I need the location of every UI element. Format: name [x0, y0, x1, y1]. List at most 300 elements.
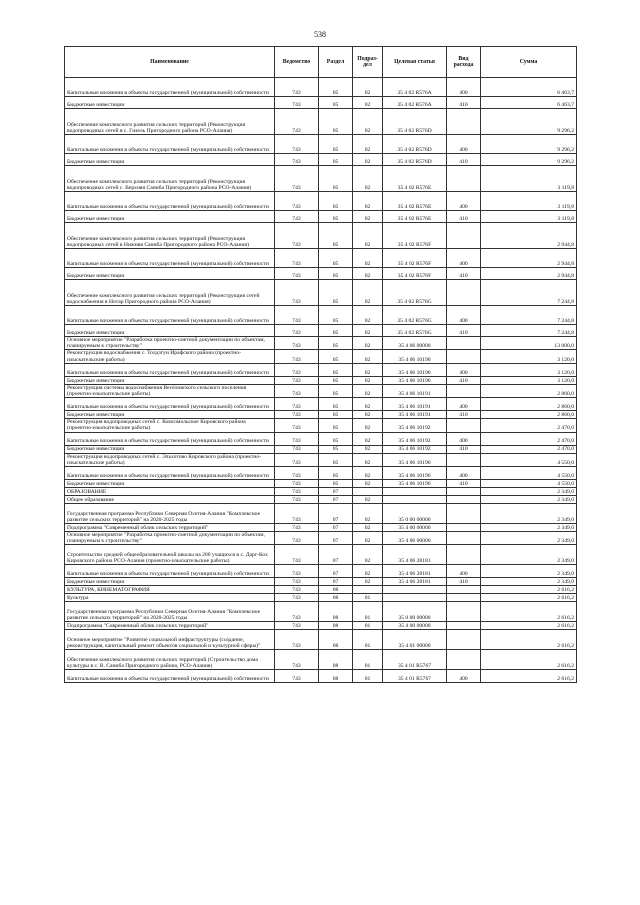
cell-department: 743	[275, 411, 319, 419]
cell-section: 05	[319, 166, 353, 192]
cell-name: Бюджетные инвестиции	[65, 578, 275, 586]
table-row	[65, 384, 577, 397]
cell-name: Бюджетные инвестиции	[65, 411, 275, 419]
table-row	[65, 376, 577, 384]
cell-name: Капитальные вложения в объекты государственной (муниципальной) собственности	[65, 670, 275, 683]
cell-subsection	[353, 586, 383, 594]
cell-section: 05	[319, 376, 353, 384]
cell-section: 08	[319, 594, 353, 602]
cell-amount: 2 349,0	[481, 496, 577, 504]
cell-department: 743	[275, 622, 319, 630]
cell-expense-type	[447, 419, 481, 432]
cell-name: Реконструкция системы водоснабжения Весёловского сельского поселения (проектно-изыскательские работы)	[65, 384, 275, 397]
cell-target-article: 35 4 06 10190	[383, 350, 447, 363]
table-row	[65, 630, 577, 650]
cell-subsection: 02	[353, 532, 383, 545]
cell-expense-type	[447, 337, 481, 350]
cell-subsection: 02	[353, 504, 383, 524]
cell-subsection: 02	[353, 565, 383, 578]
cell-subsection: 02	[353, 97, 383, 109]
cell-amount: 2 944,8	[481, 223, 577, 249]
cell-subsection: 02	[353, 325, 383, 337]
cell-amount: 6 463,7	[481, 78, 577, 97]
cell-department: 743	[275, 602, 319, 622]
cell-target-article: 35 4 02 R576E	[383, 166, 447, 192]
cell-department: 743	[275, 496, 319, 504]
cell-expense-type	[447, 453, 481, 466]
table-row	[65, 504, 577, 524]
cell-expense-type: 400	[447, 670, 481, 683]
table-row	[65, 432, 577, 445]
cell-expense-type	[447, 496, 481, 504]
cell-department: 743	[275, 650, 319, 670]
cell-section: 07	[319, 488, 353, 496]
table-row	[65, 78, 577, 97]
cell-expense-type	[447, 532, 481, 545]
cell-amount: 2 616,2	[481, 650, 577, 670]
cell-amount: 4 550,0	[481, 480, 577, 488]
cell-name: Реконструкция водопроводных сетей с. Комсомольское Кировского района (проектно-изыскательские работы)	[65, 419, 275, 432]
cell-target-article: 35 4 02 R576A	[383, 78, 447, 97]
cell-section: 05	[319, 268, 353, 280]
cell-name: Капитальные вложения в объекты государственной (муниципальной) собственности	[65, 432, 275, 445]
cell-expense-type	[447, 602, 481, 622]
cell-section: 05	[319, 211, 353, 223]
cell-amount: 4 550,0	[481, 467, 577, 480]
cell-name: Общее образование	[65, 496, 275, 504]
cell-target-article: 35 4 02 R576A	[383, 97, 447, 109]
cell-amount: 3 119,8	[481, 192, 577, 211]
cell-section: 05	[319, 306, 353, 325]
cell-amount: 2 349,0	[481, 532, 577, 545]
cell-amount: 3 119,8	[481, 166, 577, 192]
cell-name: Капитальные вложения в объекты государственной (муниципальной) собственности	[65, 306, 275, 325]
cell-amount: 2 944,8	[481, 249, 577, 268]
table-row	[65, 578, 577, 586]
cell-name: Бюджетные инвестиции	[65, 211, 275, 223]
cell-expense-type: 410	[447, 97, 481, 109]
cell-subsection: 02	[353, 480, 383, 488]
cell-amount: 13 000,0	[481, 337, 577, 350]
cell-target-article: 35 4 01 R5767	[383, 670, 447, 683]
cell-expense-type	[447, 488, 481, 496]
cell-name: Капитальные вложения в объекты государственной (муниципальной) собственности	[65, 192, 275, 211]
table-row	[65, 445, 577, 453]
cell-department: 743	[275, 586, 319, 594]
cell-name: Бюджетные инвестиции	[65, 325, 275, 337]
table-row	[65, 480, 577, 488]
cell-section: 07	[319, 524, 353, 532]
cell-section: 05	[319, 325, 353, 337]
cell-department: 743	[275, 97, 319, 109]
cell-target-article: 35 4 06 10191	[383, 411, 447, 419]
cell-amount: 3 120,0	[481, 350, 577, 363]
cell-amount: 2 349,0	[481, 524, 577, 532]
cell-department: 743	[275, 594, 319, 602]
cell-amount: 2 616,2	[481, 622, 577, 630]
cell-target-article: 35 4 06 10192	[383, 419, 447, 432]
cell-name: Основное мероприятие "Разработка проектно-сметной документации по объектам, планируемым к строительству"	[65, 532, 275, 545]
cell-target-article: 35 4 06 00000	[383, 532, 447, 545]
cell-department: 743	[275, 268, 319, 280]
cell-name: Обеспечение комплексного развития сельских территорий (Реконструкция водопроводных сетей с. Верхняя Саниба Пригородного района РСО-Алания)	[65, 166, 275, 192]
cell-amount: 2 470,0	[481, 432, 577, 445]
cell-name: Подпрограмма "Современный облик сельских территорий"	[65, 622, 275, 630]
cell-name: Строительство средней общеобразовательной школы на 200 учащихся в с. Дарг-Кох Кировского района РСО-Алания (проектно-изыскательские работы)	[65, 545, 275, 565]
cell-amount: 9 296,2	[481, 154, 577, 166]
cell-department: 743	[275, 280, 319, 306]
cell-name: Обеспечение комплексного развития сельских территорий (Реконструкция водопроводных сетей в с. Гизель Пригородного района РСО-Алания)	[65, 109, 275, 135]
cell-subsection: 02	[353, 363, 383, 376]
cell-amount: 2 349,0	[481, 545, 577, 565]
table-row	[65, 524, 577, 532]
cell-subsection: 02	[353, 453, 383, 466]
cell-department: 743	[275, 532, 319, 545]
cell-target-article: 35 4 06 28181	[383, 578, 447, 586]
cell-amount: 3 120,0	[481, 363, 577, 376]
cell-section: 08	[319, 630, 353, 650]
cell-expense-type: 400	[447, 249, 481, 268]
cell-expense-type	[447, 524, 481, 532]
cell-department: 743	[275, 524, 319, 532]
cell-section: 07	[319, 565, 353, 578]
cell-subsection: 02	[353, 154, 383, 166]
cell-amount: 2 616,2	[481, 586, 577, 594]
table-row	[65, 565, 577, 578]
table-body	[65, 78, 577, 683]
cell-expense-type: 400	[447, 78, 481, 97]
cell-section: 05	[319, 280, 353, 306]
cell-name: Реконструкция водоснабжения с. Толдзгун Ирафского района (проектно-изыскательские работы)	[65, 350, 275, 363]
cell-amount: 2 349,0	[481, 488, 577, 496]
cell-name: Капитальные вложения в объекты государственной (муниципальной) собственности	[65, 78, 275, 97]
header-target-article: Целевая статья	[383, 47, 447, 78]
table-row	[65, 532, 577, 545]
cell-name: Бюджетные инвестиции	[65, 97, 275, 109]
cell-target-article: 35 4 02 R576D	[383, 135, 447, 154]
cell-name: Бюджетные инвестиции	[65, 480, 275, 488]
cell-expense-type	[447, 650, 481, 670]
cell-section: 05	[319, 97, 353, 109]
table-row	[65, 337, 577, 350]
cell-subsection: 01	[353, 630, 383, 650]
cell-name: Государственная программа Республики Северная Осетия-Алания "Комплексное развитие сельских территорий" на 2020-2025 годы	[65, 504, 275, 524]
cell-subsection: 02	[353, 376, 383, 384]
cell-department: 743	[275, 249, 319, 268]
cell-section: 05	[319, 249, 353, 268]
cell-section: 07	[319, 532, 353, 545]
cell-amount: 2 860,0	[481, 384, 577, 397]
table-row	[65, 650, 577, 670]
cell-subsection: 01	[353, 602, 383, 622]
table-row	[65, 594, 577, 602]
page-number: 538	[314, 30, 326, 39]
cell-name: Капитальные вложения в объекты государственной (муниципальной) собственности	[65, 249, 275, 268]
cell-section: 05	[319, 384, 353, 397]
cell-amount: 2 944,8	[481, 268, 577, 280]
cell-expense-type	[447, 545, 481, 565]
table-row	[65, 398, 577, 411]
cell-amount: 2 470,0	[481, 419, 577, 432]
table-row	[65, 670, 577, 683]
cell-amount: 6 463,7	[481, 97, 577, 109]
table-row	[65, 280, 577, 306]
cell-department: 743	[275, 480, 319, 488]
cell-expense-type: 410	[447, 445, 481, 453]
cell-target-article: 35 4 06 10190	[383, 376, 447, 384]
cell-subsection: 01	[353, 650, 383, 670]
cell-name: Бюджетные инвестиции	[65, 445, 275, 453]
header-expense-type: Вид расхода	[447, 47, 481, 78]
cell-expense-type: 410	[447, 325, 481, 337]
table-row	[65, 135, 577, 154]
cell-subsection: 02	[353, 306, 383, 325]
cell-department: 743	[275, 432, 319, 445]
cell-amount: 2 349,0	[481, 578, 577, 586]
cell-amount: 7 244,8	[481, 280, 577, 306]
cell-target-article: 35 4 02 R576G	[383, 325, 447, 337]
cell-expense-type: 400	[447, 565, 481, 578]
cell-target-article: 35 4 02 R576D	[383, 109, 447, 135]
cell-department: 743	[275, 166, 319, 192]
cell-target-article: 35 4 02 R576E	[383, 192, 447, 211]
cell-subsection	[353, 488, 383, 496]
cell-amount: 3 120,0	[481, 376, 577, 384]
cell-target-article: 35 0 00 00000	[383, 504, 447, 524]
cell-target-article: 35 4 02 R576F	[383, 249, 447, 268]
cell-subsection: 02	[353, 398, 383, 411]
cell-target-article	[383, 594, 447, 602]
cell-name: Бюджетные инвестиции	[65, 376, 275, 384]
cell-target-article: 35 4 06 10196	[383, 467, 447, 480]
cell-subsection: 02	[353, 350, 383, 363]
cell-section: 05	[319, 154, 353, 166]
cell-department: 743	[275, 350, 319, 363]
table-row	[65, 622, 577, 630]
cell-subsection: 02	[353, 445, 383, 453]
table-row	[65, 306, 577, 325]
cell-expense-type	[447, 630, 481, 650]
cell-target-article: 35 4 06 10191	[383, 384, 447, 397]
cell-section: 08	[319, 670, 353, 683]
cell-name: ОБРАЗОВАНИЕ	[65, 488, 275, 496]
table-row	[65, 166, 577, 192]
cell-department: 743	[275, 630, 319, 650]
cell-subsection: 02	[353, 337, 383, 350]
cell-section: 08	[319, 586, 353, 594]
cell-department: 743	[275, 445, 319, 453]
cell-target-article: 35 4 02 R576G	[383, 280, 447, 306]
cell-subsection: 02	[353, 411, 383, 419]
cell-expense-type: 400	[447, 398, 481, 411]
cell-expense-type: 400	[447, 306, 481, 325]
cell-name: Подпрограмма "Современный облик сельских территорий"	[65, 524, 275, 532]
cell-expense-type	[447, 586, 481, 594]
cell-department: 743	[275, 192, 319, 211]
cell-name: Государственная программа Республики Северная Осетия-Алания "Комплексное развитие сельских территорий" на 2020-2025 годы	[65, 602, 275, 622]
cell-department: 743	[275, 211, 319, 223]
cell-amount: 7 244,8	[481, 306, 577, 325]
table-row	[65, 211, 577, 223]
cell-amount: 2 860,0	[481, 398, 577, 411]
cell-section: 05	[319, 411, 353, 419]
cell-department: 743	[275, 376, 319, 384]
cell-name: КУЛЬТУРА, КИНЕМАТОГРАФИЯ	[65, 586, 275, 594]
cell-name: Основное мероприятие "Разработка проектно-сметной документации по объектам, планируемым к строительству"	[65, 337, 275, 350]
cell-subsection: 02	[353, 223, 383, 249]
cell-target-article: 35 4 02 R576E	[383, 211, 447, 223]
cell-name: Капитальные вложения в объекты государственной (муниципальной) собственности	[65, 135, 275, 154]
cell-target-article: 35 4 06 10196	[383, 480, 447, 488]
cell-name: Капитальные вложения в объекты государственной (муниципальной) собственности	[65, 363, 275, 376]
header-department: Ведомство	[275, 47, 319, 78]
table-row	[65, 586, 577, 594]
cell-section: 05	[319, 135, 353, 154]
table-row	[65, 109, 577, 135]
table-row	[65, 602, 577, 622]
cell-target-article: 35 0 00 00000	[383, 602, 447, 622]
table-row	[65, 192, 577, 211]
table-row	[65, 419, 577, 432]
cell-department: 743	[275, 453, 319, 466]
cell-target-article: 35 4 00 00000	[383, 622, 447, 630]
cell-target-article	[383, 496, 447, 504]
cell-target-article: 35 4 01 00000	[383, 630, 447, 650]
cell-subsection: 02	[353, 467, 383, 480]
cell-amount: 2 616,2	[481, 602, 577, 622]
header-name: Наименование	[65, 47, 275, 78]
cell-section: 05	[319, 78, 353, 97]
cell-expense-type	[447, 109, 481, 135]
cell-subsection: 01	[353, 622, 383, 630]
cell-expense-type	[447, 594, 481, 602]
cell-subsection: 02	[353, 109, 383, 135]
cell-expense-type: 400	[447, 432, 481, 445]
cell-expense-type: 410	[447, 376, 481, 384]
cell-target-article: 35 4 01 R5767	[383, 650, 447, 670]
cell-section: 08	[319, 622, 353, 630]
cell-section: 05	[319, 337, 353, 350]
table-row	[65, 268, 577, 280]
cell-section: 05	[319, 480, 353, 488]
cell-subsection: 02	[353, 545, 383, 565]
cell-expense-type: 410	[447, 268, 481, 280]
cell-expense-type: 400	[447, 363, 481, 376]
cell-name: Основное мероприятие "Развитие социальной инфраструктуры (создание, реконструкция, капитальный ремонт объектов социальной и культурной сферы)"	[65, 630, 275, 650]
table-row	[65, 453, 577, 466]
cell-target-article	[383, 586, 447, 594]
cell-amount: 2 349,0	[481, 565, 577, 578]
table-row	[65, 350, 577, 363]
table-row	[65, 154, 577, 166]
cell-department: 743	[275, 384, 319, 397]
cell-target-article: 35 4 06 10192	[383, 432, 447, 445]
cell-subsection: 02	[353, 432, 383, 445]
cell-expense-type	[447, 223, 481, 249]
cell-name: Обеспечение комплексного развития сельских территорий (Реконструкция водопроводных сетей в Нижняя Саниба Пригородного района РСО-Алания)	[65, 223, 275, 249]
cell-department: 743	[275, 578, 319, 586]
cell-target-article	[383, 488, 447, 496]
cell-expense-type: 400	[447, 135, 481, 154]
cell-amount: 9 296,2	[481, 109, 577, 135]
header-section: Раздел	[319, 47, 353, 78]
cell-department: 743	[275, 109, 319, 135]
cell-name: Обеспечение комплексного развития сельских территорий (Реконструкция сетей водоснабжения в Нотар Пригородного района РСО-Алания)	[65, 280, 275, 306]
cell-expense-type: 410	[447, 480, 481, 488]
cell-name: Капитальные вложения в объекты государственной (муниципальной) собственности	[65, 398, 275, 411]
cell-name: Бюджетные инвестиции	[65, 154, 275, 166]
cell-department: 743	[275, 306, 319, 325]
cell-subsection: 02	[353, 268, 383, 280]
table-row	[65, 363, 577, 376]
cell-amount: 4 550,0	[481, 453, 577, 466]
cell-target-article: 35 4 06 00000	[383, 337, 447, 350]
cell-amount: 9 296,2	[481, 135, 577, 154]
cell-subsection: 02	[353, 280, 383, 306]
cell-department: 743	[275, 337, 319, 350]
cell-subsection: 02	[353, 192, 383, 211]
cell-expense-type	[447, 280, 481, 306]
cell-expense-type: 410	[447, 411, 481, 419]
cell-target-article: 35 4 06 28181	[383, 545, 447, 565]
cell-section: 05	[319, 453, 353, 466]
cell-target-article: 35 4 06 10196	[383, 453, 447, 466]
table-row	[65, 223, 577, 249]
cell-subsection: 01	[353, 594, 383, 602]
cell-expense-type	[447, 350, 481, 363]
cell-section: 08	[319, 650, 353, 670]
cell-amount: 2 616,2	[481, 630, 577, 650]
cell-department: 743	[275, 419, 319, 432]
cell-name: Капитальные вложения в объекты государственной (муниципальной) собственности	[65, 467, 275, 480]
cell-expense-type: 410	[447, 154, 481, 166]
table-row	[65, 467, 577, 480]
cell-subsection: 02	[353, 249, 383, 268]
table-row	[65, 249, 577, 268]
cell-section: 07	[319, 496, 353, 504]
cell-target-article: 35 4 00 00000	[383, 524, 447, 532]
cell-subsection: 02	[353, 135, 383, 154]
cell-target-article: 35 4 02 R576F	[383, 223, 447, 249]
cell-target-article: 35 4 02 R576G	[383, 306, 447, 325]
cell-subsection: 02	[353, 78, 383, 97]
cell-amount: 2 616,2	[481, 670, 577, 683]
cell-department: 743	[275, 363, 319, 376]
table-row	[65, 545, 577, 565]
cell-subsection: 02	[353, 419, 383, 432]
cell-subsection: 01	[353, 670, 383, 683]
cell-section: 05	[319, 445, 353, 453]
cell-target-article: 35 4 06 10190	[383, 363, 447, 376]
table-row	[65, 325, 577, 337]
cell-amount: 2 860,0	[481, 411, 577, 419]
cell-target-article: 35 4 06 10192	[383, 445, 447, 453]
cell-section: 05	[319, 398, 353, 411]
cell-section: 07	[319, 545, 353, 565]
table-row	[65, 97, 577, 109]
cell-section: 05	[319, 467, 353, 480]
cell-amount: 2 470,0	[481, 445, 577, 453]
cell-amount: 7 244,8	[481, 325, 577, 337]
table-header-row	[65, 47, 577, 78]
cell-subsection: 02	[353, 524, 383, 532]
cell-subsection: 02	[353, 384, 383, 397]
cell-subsection: 02	[353, 578, 383, 586]
cell-target-article: 35 4 06 28181	[383, 565, 447, 578]
cell-subsection: 02	[353, 496, 383, 504]
cell-department: 743	[275, 78, 319, 97]
cell-expense-type	[447, 622, 481, 630]
